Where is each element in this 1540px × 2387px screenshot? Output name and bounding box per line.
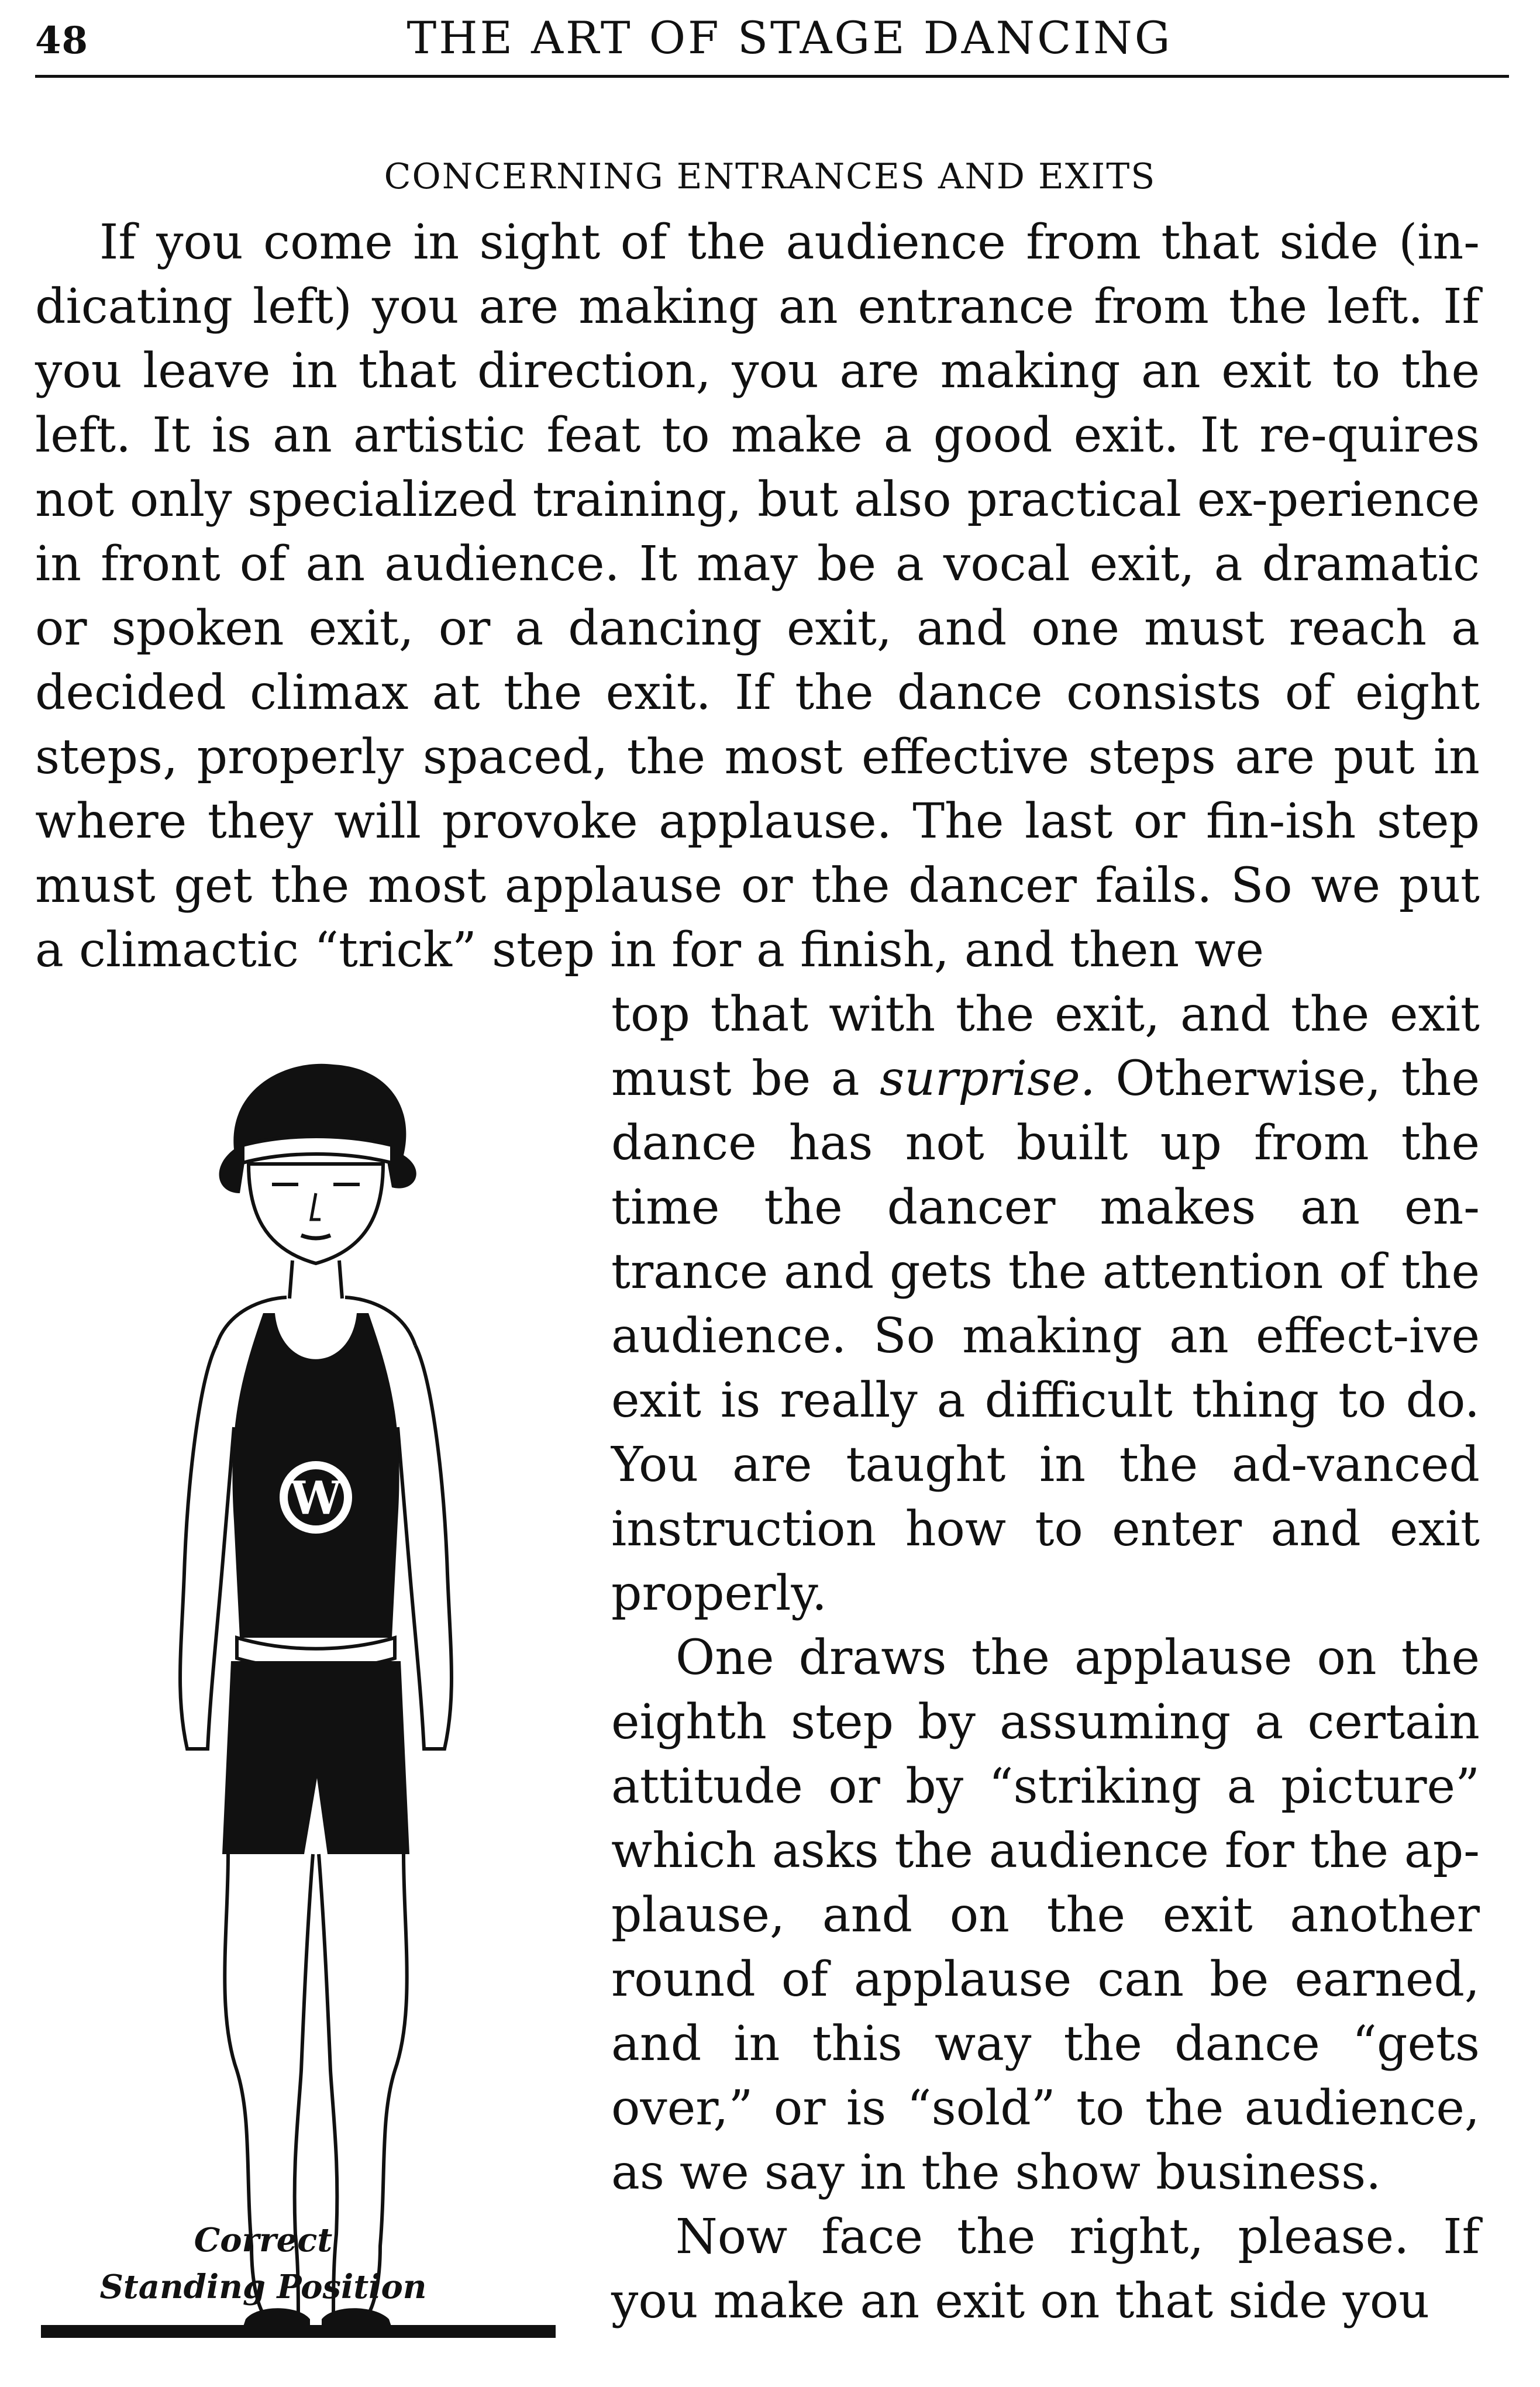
page-header [35,6,1497,76]
paragraph-1-text-b: Otherwise, the dance has not built up from the time the dancer makes an en-trance and gets the attention of the audience. So making an effect-ive exit is really a difficult thing to do. You are taught in the ad-vanced instruction how to enter and exit properly. [611,1051,1480,1621]
emphasis-surprise: surprise. [880,1051,1095,1107]
paragraph-3: Now face the right, please. If you make an exit on that side you [611,2209,1480,2329]
caption-line-2: Standing Position [99,2268,427,2306]
figure-caption [82,2217,445,2310]
paragraph-1: If you come in sight of the audience from that side (in-dicating left) you are making an entrance from the left. If you leave in that direction, you are making an exit to the left. It is an artistic feat to make a good exit. It re-quires not only specialized training, but also practical ex-perience in front of an audience. It may be a vocal exit, a dramatic or spoken exit, or a dancing exit, and one must reach a decided climax at the exit. If the dance consists of eight steps, properly spaced, the most effective steps are put in where they will provoke applause. The last or fin-ish step must get the most applause or the dancer fails. So we put a climactic “trick” step in for a finish, and then we [35,215,1480,978]
paragraph-2: One draws the applause on the eighth step by assuming a certain attitude or by “striking a picture” which asks the audience for the ap-plause, and on the exit another round of applause can be earned, and in this way the dance “gets over,” or is “sold” to the audience, as we say in the show business. [611,1630,1480,2200]
text-block-column [611,983,1480,2334]
caption-line-1: Correct [194,2221,333,2259]
page-number: 48 [35,19,89,63]
header-rule [35,75,1509,78]
dancer-figure-drawing [41,1018,567,2363]
section-heading: CONCERNING ENTRANCES AND EXITS [384,156,1156,197]
text-block-full-width [35,211,1480,983]
emblem-letter: W [290,1472,342,1525]
paragraph-1-continued [611,983,1480,1626]
paragraph-1-text-a: top that with the exit, and the exit must be a [611,987,1480,1107]
running-title: THE ART OF STAGE DANCING [406,12,1173,64]
illustration-standing-dancer [41,1018,567,2363]
